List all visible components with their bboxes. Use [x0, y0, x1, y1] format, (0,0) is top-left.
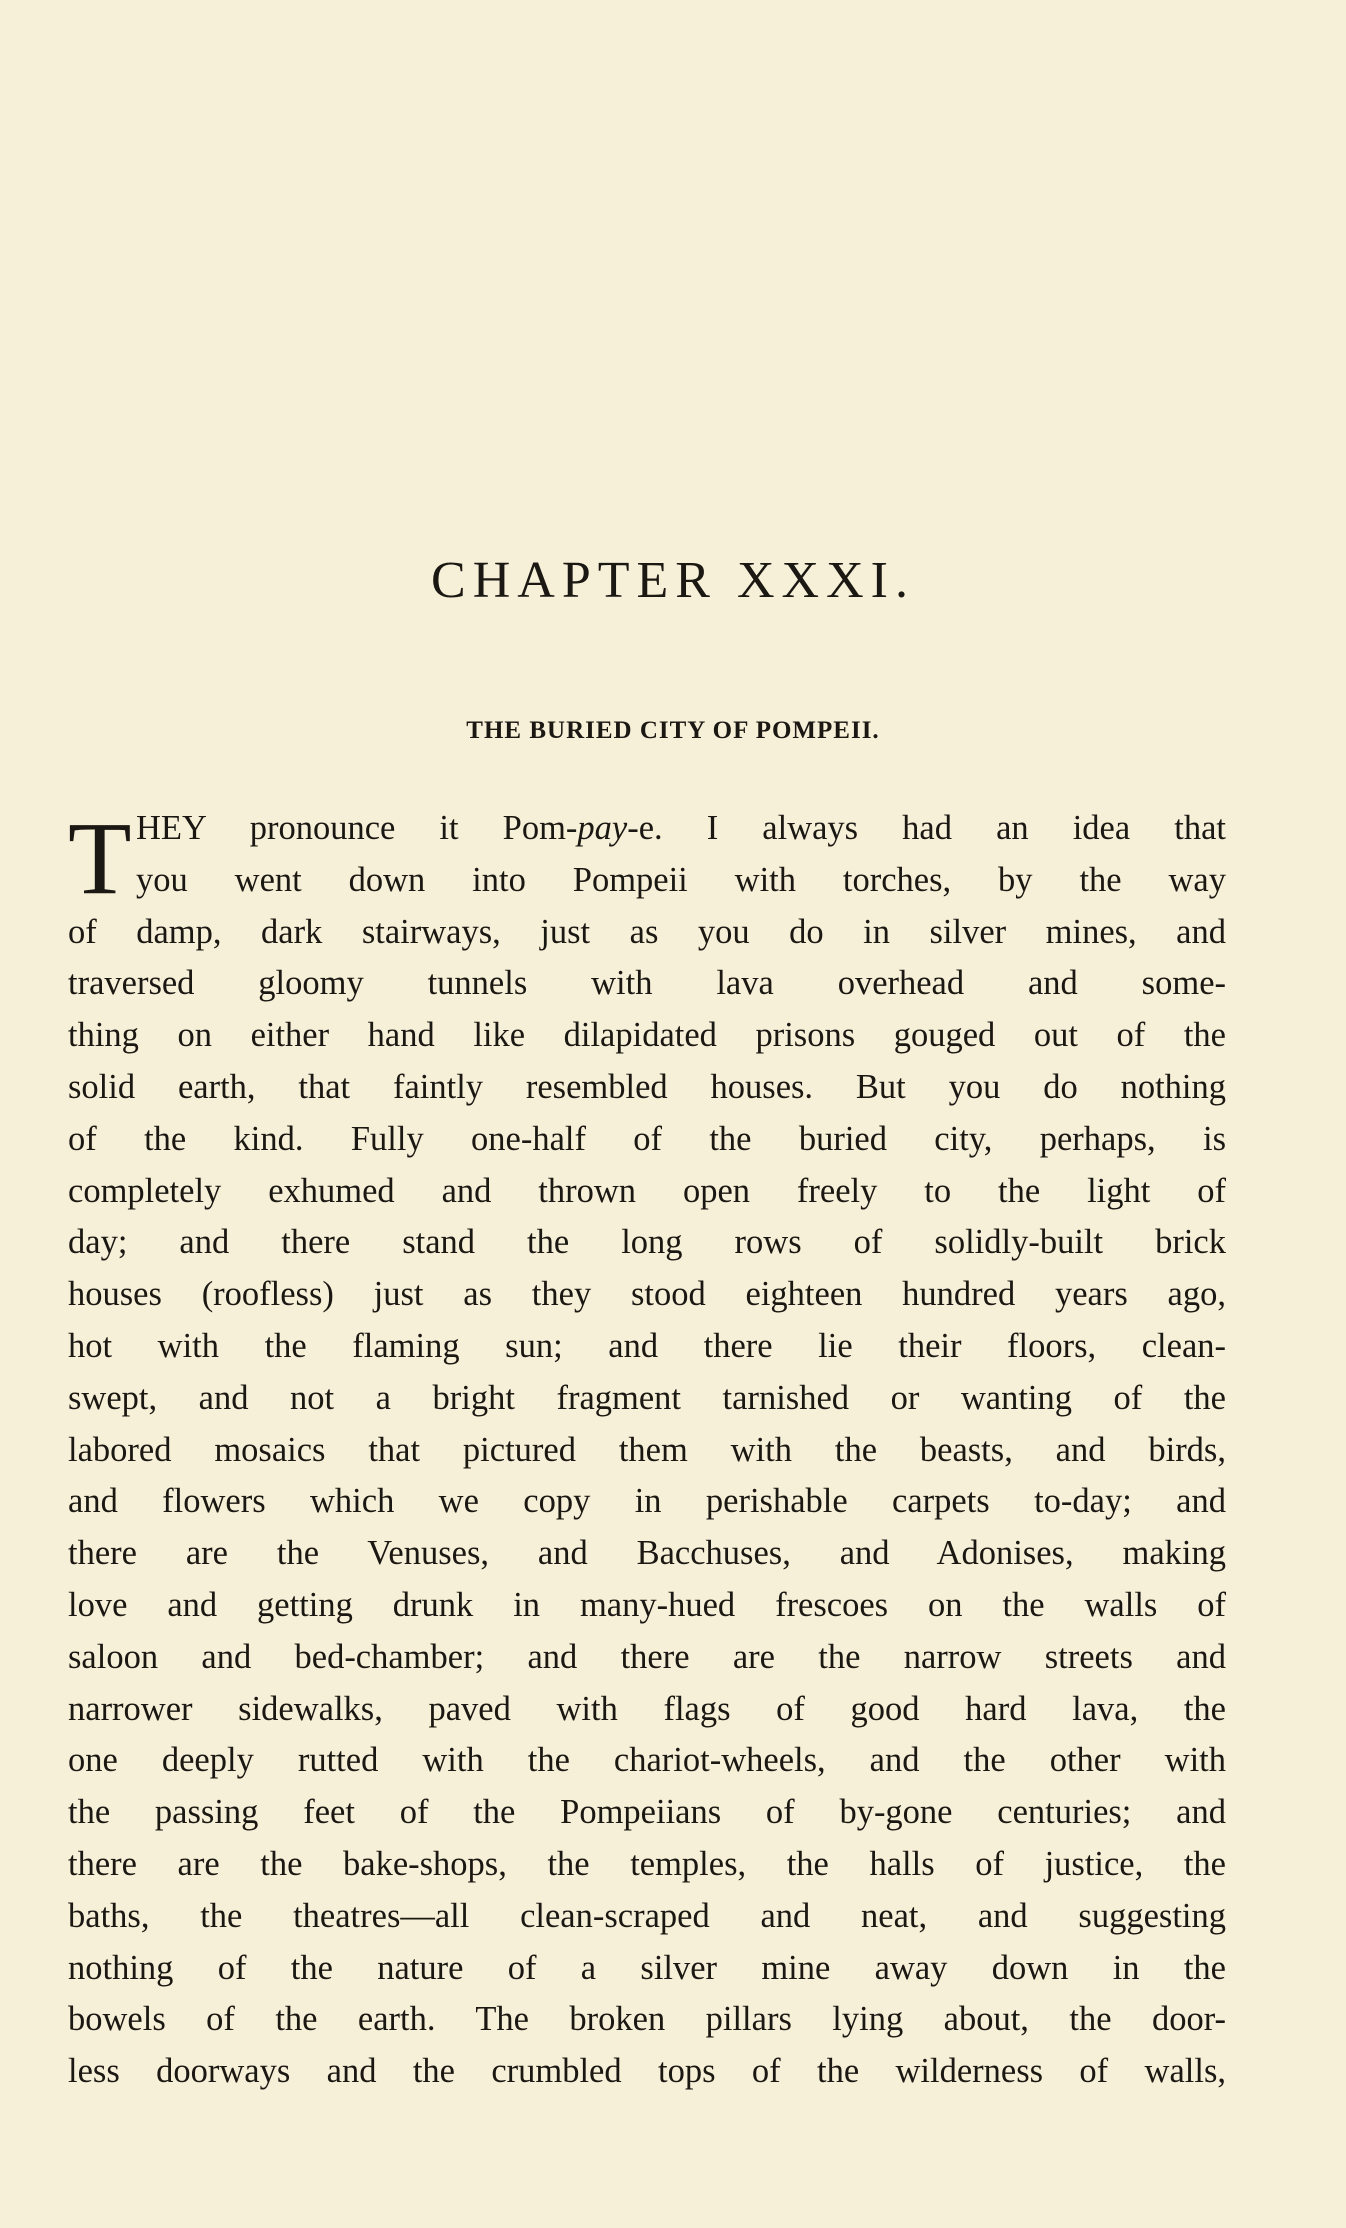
body-line: you went down into Pompeii with torches, by the way	[136, 860, 1226, 899]
body-line: love and getting drunk in many-hued frescoes on the walls of	[68, 1585, 1226, 1624]
body-line: traversed gloomy tunnels with lava overhead and some-	[68, 964, 1226, 1003]
body-line: hot with the flaming sun; and there lie their floors, clean-	[68, 1326, 1226, 1365]
body-line: of the kind. Fully one-half of the buried city, perhaps, is	[68, 1119, 1226, 1158]
body-line: the passing feet of the Pompeiians of by-gone centuries; and	[68, 1793, 1226, 1832]
body-line: baths, the theatres—all clean-scraped and neat, and suggesting	[68, 1896, 1226, 1935]
chapter-subtitle: THE BURIED CITY OF POMPEII.	[466, 717, 880, 744]
body-line: of damp, dark stairways, just as you do in silver mines, and	[68, 912, 1226, 951]
body-line: saloon and bed-chamber; and there are the narrow streets and	[68, 1637, 1226, 1676]
body-line: completely exhumed and thrown open freely to the light of	[68, 1171, 1226, 1210]
body-line: there are the bake-shops, the temples, the halls of justice, the	[68, 1844, 1226, 1883]
body-line: swept, and not a bright fragment tarnished or wanting of the	[68, 1378, 1226, 1417]
body-line: solid earth, that faintly resembled houses. But you do nothing	[68, 1067, 1226, 1106]
drop-cap: T	[68, 801, 132, 916]
first-line-pre: HEY pronounce it Pom-	[136, 809, 578, 847]
body-line-1	[68, 803, 1226, 855]
body-line: less doorways and the crumbled tops of the wilderness of walls,	[68, 2052, 1226, 2091]
body-line: labored mosaics that pictured them with the beasts, and birds,	[68, 1430, 1226, 1469]
body-line: narrower sidewalks, paved with flags of good hard lava, the	[68, 1689, 1226, 1728]
chapter-title: CHAPTER XXXI.	[431, 552, 915, 609]
body-line: day; and there stand the long rows of solidly-built brick	[68, 1223, 1226, 1262]
body-line: and flowers which we copy in perishable carpets to-day; and	[68, 1482, 1226, 1521]
body-line: houses (roofless) just as they stood eighteen hundred years ago,	[68, 1275, 1226, 1314]
chapter-body	[68, 803, 1226, 2098]
body-line: there are the Venuses, and Bacchuses, and Adonises, making	[68, 1534, 1226, 1573]
body-line: one deeply rutted with the chariot-wheels, and the other with	[68, 1741, 1226, 1780]
first-line-italic: pay	[577, 809, 628, 847]
body-line: thing on either hand like dilapidated prisons gouged out of the	[68, 1016, 1226, 1055]
first-line-post: -e. I always had an idea that	[627, 809, 1226, 847]
body-line: bowels of the earth. The broken pillars lying about, the door-	[68, 2000, 1226, 2039]
body-line: nothing of the nature of a silver mine away down in the	[68, 1948, 1226, 1987]
